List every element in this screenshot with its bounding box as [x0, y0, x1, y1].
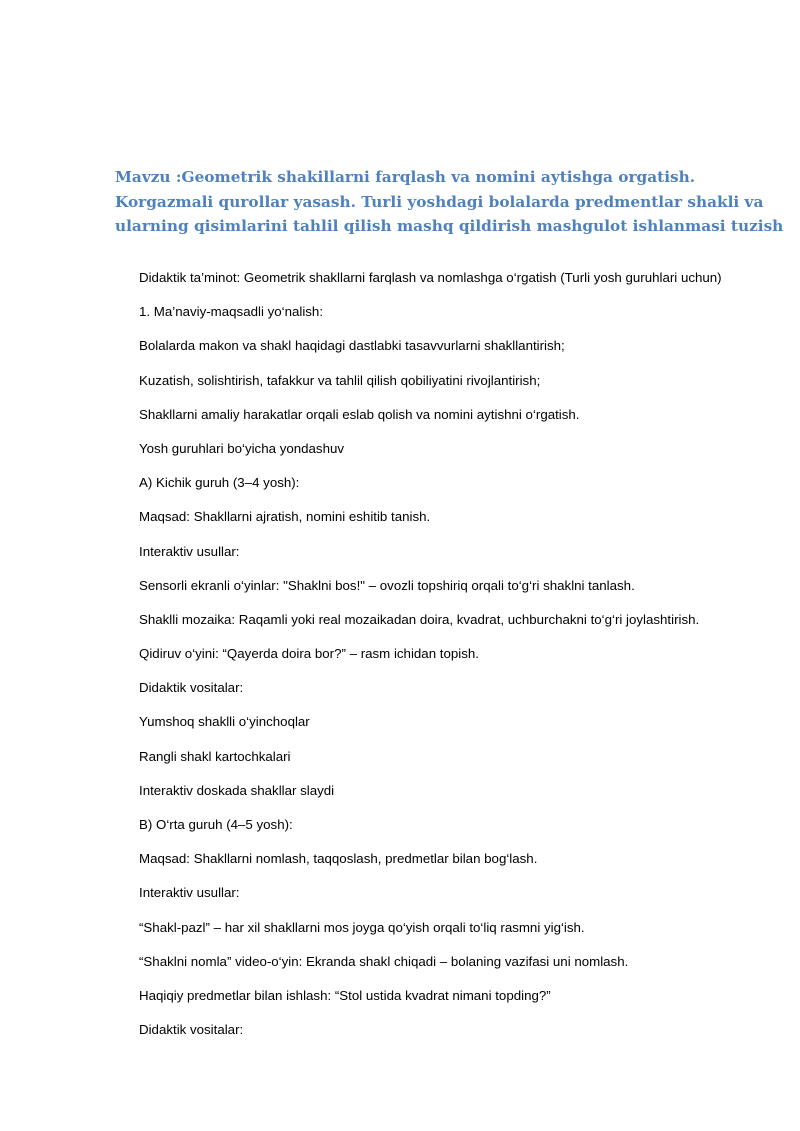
paragraph-didactic-support: Didaktik ta’minot: Geometrik shakllarni farqlash va nomlashga o‘rgatish (Turli yosh guruhlari uchun) [139, 270, 722, 285]
paragraph-heading-group-b: B) O‘rta guruh (4–5 yosh): [139, 817, 293, 832]
document-title [115, 165, 784, 239]
paragraph-method-item: Qidiruv o‘yini: “Qayerda doira bor?” – rasm ichidan topish. [139, 646, 479, 662]
paragraph-group-a-goal: Maqsad: Shakllarni ajratish, nomini eshitib tanish. [139, 509, 431, 525]
paragraph-goal-item: Shakllarni amaliy harakatlar orqali eslab qolish va nomini aytishni o‘rgatish. [139, 406, 580, 422]
paragraph-method-item: Haqiqiy predmetlar bilan ishlash: “Stol ustida kvadrat nimani topding?” [139, 987, 551, 1003]
paragraph-heading-methods: Interaktiv usullar: [139, 885, 240, 901]
paragraph-tool-item: Interaktiv doskada shakllar slaydi [139, 782, 335, 798]
document-body [139, 268, 779, 1054]
paragraph-tool-item: Rangli shakl kartochkalari [139, 748, 291, 764]
paragraph-heading-tools: Didaktik vositalar: [139, 680, 244, 696]
paragraph-heading-tools: Didaktik vositalar: [139, 1022, 244, 1038]
paragraph-group-b-goal: Maqsad: Shakllarni nomlash, taqqoslash, predmetlar bilan bog‘lash. [139, 851, 538, 867]
paragraph-goal-item: Kuzatish, solishtirish, tafakkur va tahlil qilish qobiliyatini rivojlantirish; [139, 372, 541, 388]
paragraph-heading-methods: Interaktiv usullar: [139, 543, 240, 559]
paragraph-heading-group-a: A) Kichik guruh (3–4 yosh): [139, 475, 300, 491]
paragraph-method-item: “Shaklni nomla” video-o‘yin: Ekranda shakl chiqadi – bolaning vazifasi uni nomlash. [139, 953, 629, 969]
paragraph-method-item: Sensorli ekranli o‘yinlar: "Shaklni bos!" – ovozli topshiriq orqali to‘g‘ri shaklni tanlash. [139, 577, 635, 593]
paragraph-heading-age-groups: Yosh guruhlari bo‘yicha yondashuv [139, 440, 345, 456]
paragraph-goal-item: Bolalarda makon va shakl haqidagi dastlabki tasavvurlarni shakllantirish; [139, 338, 565, 354]
title-line-2: Korgazmali qurollar yasash. Turli yoshdagi bolalarda predmentlar shakli va [115, 192, 764, 211]
paragraph-tool-item: Yumshoq shaklli o‘yinchoqlar [139, 714, 310, 730]
paragraph-heading-goals: 1. Ma’naviy-maqsadli yo‘nalish: [139, 304, 324, 320]
title-line-1: Mavzu :Geometrik shakillarni farqlash va nomini aytishga orgatish. [115, 168, 696, 186]
paragraph-method-item: Shaklli mozaika: Raqamli yoki real mozaikadan doira, kvadrat, uchburchakni to‘g‘ri joylashtirish. [139, 611, 700, 627]
paragraph-method-item: “Shakl-pazl” – har xil shakllarni mos joyga qo‘yish orqali to‘liq rasmni yig‘ish. [139, 919, 585, 935]
title-line-3: ularning qisimlarini tahlil qilish mashq qildirish mashgulot ishlanmasi tuzish [115, 217, 784, 235]
